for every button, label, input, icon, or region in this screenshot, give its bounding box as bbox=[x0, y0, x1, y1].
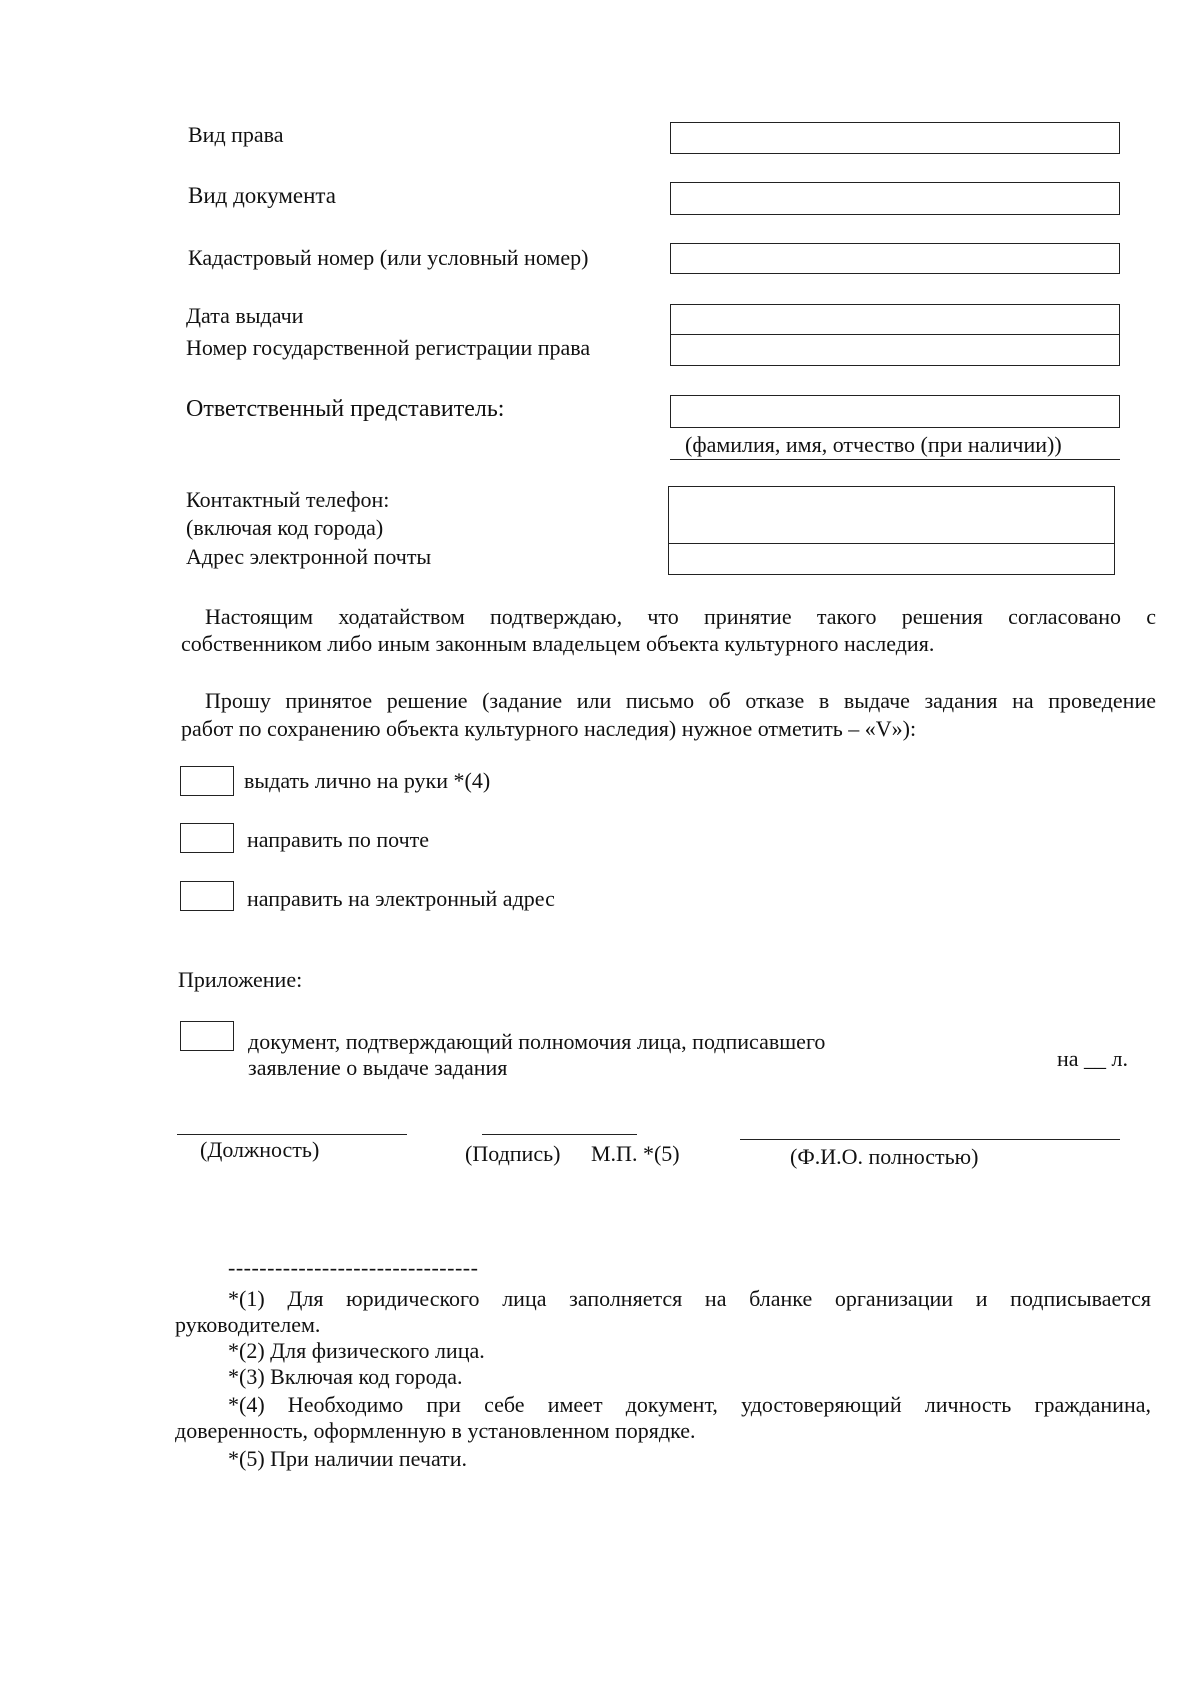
label-registration-number: Номер государственной регистрации права bbox=[186, 335, 591, 360]
paragraph-request-line2: работ по сохранению объекта культурного наследия) нужное отметить – «V»): bbox=[181, 716, 917, 741]
checkbox-send-by-mail[interactable] bbox=[180, 823, 234, 853]
representative-hint: (фамилия, имя, отчество (при наличии)) bbox=[685, 432, 1062, 457]
checkbox-send-by-email[interactable] bbox=[180, 881, 234, 911]
attachment-pages: на __ л. bbox=[1057, 1046, 1129, 1071]
option-send-by-email: направить на электронный адрес bbox=[247, 886, 555, 911]
label-right-type: Вид права bbox=[188, 122, 284, 147]
representative-hint-underline bbox=[670, 459, 1120, 460]
checkbox-deliver-in-person[interactable] bbox=[180, 766, 234, 796]
checkbox-attachment-authority-document[interactable] bbox=[180, 1021, 234, 1051]
signature-signature-label: (Подпись) bbox=[465, 1141, 561, 1166]
attachment-item-line1: документ, подтверждающий полномочия лица, подписавшего bbox=[248, 1029, 826, 1054]
label-phone-line1: Контактный телефон: bbox=[186, 487, 390, 512]
footnote-5: *(5) При наличии печати. bbox=[228, 1446, 468, 1471]
label-cadastral-number: Кадастровый номер (или условный номер) bbox=[188, 245, 589, 270]
document-type-input[interactable] bbox=[670, 182, 1120, 215]
footnote-1-line2: руководителем. bbox=[175, 1312, 321, 1337]
paragraph-consent-line2: собственником либо иным законным владельцем объекта культурного наследия. bbox=[181, 631, 935, 656]
footnote-1-line1: *(1) Для юридического лица заполняется на бланке организации и подписывается bbox=[228, 1286, 1151, 1311]
attachment-heading: Приложение: bbox=[178, 967, 303, 992]
label-issue-date: Дата выдачи bbox=[186, 303, 304, 328]
phone-input[interactable] bbox=[668, 486, 1115, 545]
signature-line bbox=[482, 1134, 637, 1135]
signature-stamp-label: М.П. *(5) bbox=[591, 1141, 680, 1166]
representative-input[interactable] bbox=[670, 395, 1120, 428]
signature-full-name-label: (Ф.И.О. полностью) bbox=[790, 1144, 979, 1169]
registration-number-input[interactable] bbox=[670, 334, 1120, 366]
signature-position-label: (Должность) bbox=[200, 1137, 320, 1162]
label-phone-line2: (включая код города) bbox=[186, 515, 384, 540]
option-deliver-in-person: выдать лично на руки *(4) bbox=[244, 768, 491, 793]
paragraph-consent-line1: Настоящим ходатайством подтверждаю, что принятие такого решения согласовано с bbox=[205, 604, 1156, 629]
attachment-item-line2: заявление о выдаче задания bbox=[248, 1055, 508, 1080]
issue-date-input[interactable] bbox=[670, 304, 1120, 336]
position-line bbox=[177, 1134, 407, 1135]
label-document-type: Вид документа bbox=[188, 183, 336, 208]
cadastral-number-input[interactable] bbox=[670, 243, 1120, 274]
right-type-input[interactable] bbox=[670, 122, 1120, 154]
label-representative: Ответственный представитель: bbox=[186, 396, 505, 422]
footnote-2: *(2) Для физического лица. bbox=[228, 1338, 485, 1363]
footnote-separator: -------------------------------- bbox=[228, 1255, 479, 1280]
footnote-3: *(3) Включая код города. bbox=[228, 1364, 463, 1389]
option-send-by-mail: направить по почте bbox=[247, 827, 430, 852]
email-input[interactable] bbox=[668, 543, 1115, 575]
footnote-4-line2: доверенность, оформленную в установленном порядке. bbox=[175, 1418, 696, 1443]
footnote-4-line1: *(4) Необходимо при себе имеет документ, удостоверяющий личность гражданина, bbox=[228, 1392, 1151, 1417]
full-name-line bbox=[740, 1139, 1120, 1140]
paragraph-request-line1: Прошу принятое решение (задание или письмо об отказе в выдаче задания на проведение bbox=[205, 688, 1156, 713]
label-email: Адрес электронной почты bbox=[186, 544, 432, 569]
